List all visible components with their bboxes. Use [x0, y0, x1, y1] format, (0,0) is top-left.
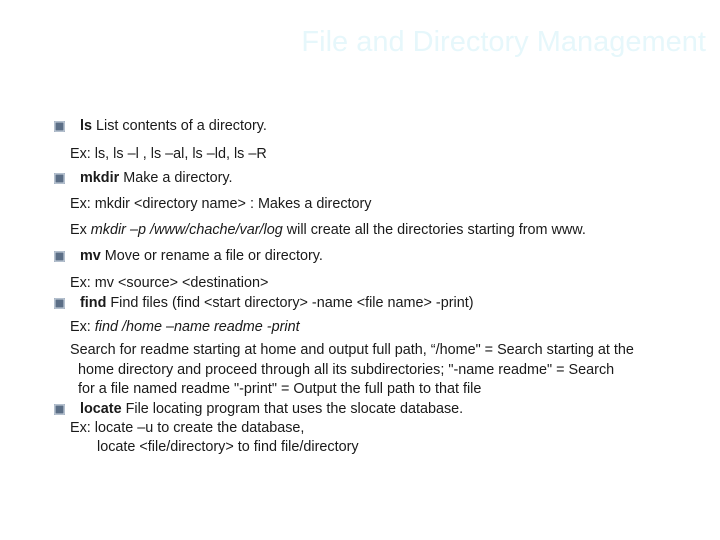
- find-command: find: [80, 295, 107, 311]
- mv-command: mv: [80, 248, 101, 264]
- mv-example: Ex: mv <source> <destination>: [70, 275, 269, 291]
- mv-item: [80, 248, 323, 265]
- locate-command: locate: [80, 401, 122, 417]
- mv-description: Move or rename a file or directory.: [100, 248, 323, 264]
- mkdir-description: Make a directory.: [119, 170, 233, 186]
- locate-item: [80, 401, 463, 418]
- locate-example-1: Ex: locate –u to create the database,: [70, 420, 305, 436]
- find-explanation-2: home directory and proceed through all its subdirectories; "-name readme" = Search: [78, 362, 615, 378]
- locate-example-2: locate <file/directory> to find file/directory: [97, 439, 359, 455]
- mkdir-example-2-command: mkdir –p /www/chache/var/log: [90, 222, 283, 238]
- locate-description: File locating program that uses the slocate database.: [121, 401, 464, 417]
- mkdir-item: [80, 170, 233, 187]
- mkdir-example-1: Ex: mkdir <directory name> : Makes a directory: [70, 196, 372, 212]
- bullet-icon: [54, 251, 65, 262]
- mkdir-command: mkdir: [80, 170, 120, 186]
- ls-item: [80, 118, 267, 135]
- find-item: [80, 295, 473, 312]
- bullet-icon: [54, 404, 65, 415]
- find-description: Find files (find <start directory> -name <file name> -print): [106, 295, 474, 311]
- ls-example: Ex: ls, ls –l , ls –al, ls –ld, ls –R: [70, 146, 267, 162]
- ls-command: ls: [80, 118, 93, 134]
- slide-title: File and Directory Management: [301, 26, 706, 58]
- find-example: [70, 319, 300, 336]
- bullet-icon: [54, 298, 65, 309]
- mkdir-example-2-prefix: Ex: [70, 222, 91, 238]
- mkdir-example-2: [70, 222, 586, 239]
- find-explanation-3: for a file named readme "-print" = Output the full path to that file: [78, 381, 482, 397]
- bullet-icon: [54, 173, 65, 184]
- find-example-prefix: Ex:: [70, 319, 95, 335]
- ls-description: List contents of a directory.: [92, 118, 267, 134]
- mkdir-example-2-suffix: will create all the directories starting from www.: [282, 222, 586, 238]
- bullet-icon: [54, 121, 65, 132]
- find-explanation-1: Search for readme starting at home and output full path, “/home" = Search starting at the: [70, 342, 634, 358]
- find-example-command: find /home –name readme -print: [94, 319, 300, 335]
